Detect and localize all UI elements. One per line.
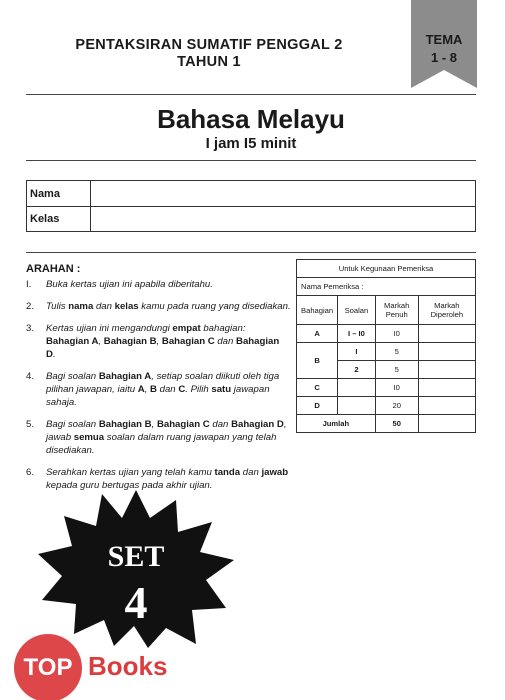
examiner-table <box>296 259 476 433</box>
total-value: 50 <box>375 415 418 433</box>
marks-obtained-cell[interactable] <box>418 379 475 397</box>
examiner-table-title: Untuk Kegunaan Pemeriksa <box>297 260 476 278</box>
set-badge <box>36 488 236 648</box>
col-question: Soalan <box>338 296 376 325</box>
logo-books-text: Books <box>88 651 168 681</box>
tema-range: 1 - 8 <box>430 50 458 65</box>
table-row: 2 5 <box>297 361 476 379</box>
examiner-name-field[interactable]: Nama Pemeriksa : <box>297 278 476 296</box>
exam-title: PENTAKSIRAN SUMATIF PENGGAL 2 <box>75 37 343 53</box>
col-full-marks: Markah Penuh <box>375 296 418 325</box>
name-field[interactable] <box>91 181 475 206</box>
instruction-item: 2. Tulis nama dan kelas kamu pada ruang yang disediakan. <box>26 301 291 312</box>
total-label: Jumlah <box>297 415 376 433</box>
name-label: Nama <box>27 181 91 206</box>
total-row <box>297 415 476 433</box>
set-label: SET <box>107 540 165 573</box>
tema-label: TEMA <box>425 32 463 47</box>
instructions-heading: ARAHAN : <box>26 263 81 275</box>
tema-ribbon <box>411 0 477 88</box>
logo-top-text: TOP <box>23 654 73 681</box>
topbooks-logo <box>0 630 240 700</box>
divider-middle <box>26 160 476 161</box>
table-row: B I 5 <box>297 343 476 361</box>
marks-obtained-cell[interactable] <box>418 397 475 415</box>
marks-obtained-cell[interactable] <box>418 325 475 343</box>
class-row <box>27 206 475 232</box>
set-number: 4 <box>124 577 148 628</box>
total-obtained-cell[interactable] <box>418 415 475 433</box>
name-row <box>27 181 475 207</box>
col-section: Bahagian <box>297 296 338 325</box>
class-label: Kelas <box>27 206 91 232</box>
instruction-item: 4. Bagi soalan Bahagian A, setiap soalan diikuti oleh tiga pilihan jawapan, iaitu A, B dan C. Pilih satu jawapan sahaja. <box>26 371 280 408</box>
subject-title: Bahasa Melayu <box>157 104 345 134</box>
col-marks-obtained: Markah Diperoleh <box>418 296 475 325</box>
marks-obtained-cell[interactable] <box>418 343 475 361</box>
marks-obtained-cell[interactable] <box>418 361 475 379</box>
exam-duration: I jam I5 minit <box>205 135 297 152</box>
divider-bottom <box>26 252 476 253</box>
instruction-item: I. Buka kertas ujian ini apabila diberitahu. <box>26 279 213 290</box>
instruction-item: 6. Serahkan kertas ujian yang telah kamu tanda dan jawab kepada guru bertugas pada akhir ujian. <box>26 467 289 491</box>
instruction-item: 3. Kertas ujian ini mengandungi empat bahagian: Bahagian A, Bahagian B, Bahagian C dan Bahagian D. <box>26 323 280 360</box>
exam-year: TAHUN 1 <box>177 54 241 70</box>
student-info-box <box>26 180 476 232</box>
table-row: A I – I0 I0 <box>297 325 476 343</box>
class-field[interactable] <box>91 206 475 232</box>
instruction-item: 5. Bagi soalan Bahagian B, Bahagian C dan Bahagian D, jawab semua soalan dalam ruang jawapan yang telah disediakan. <box>26 419 287 456</box>
instructions-list <box>26 278 291 501</box>
divider-top <box>26 94 476 95</box>
table-row: D 20 <box>297 397 476 415</box>
table-row: C I0 <box>297 379 476 397</box>
